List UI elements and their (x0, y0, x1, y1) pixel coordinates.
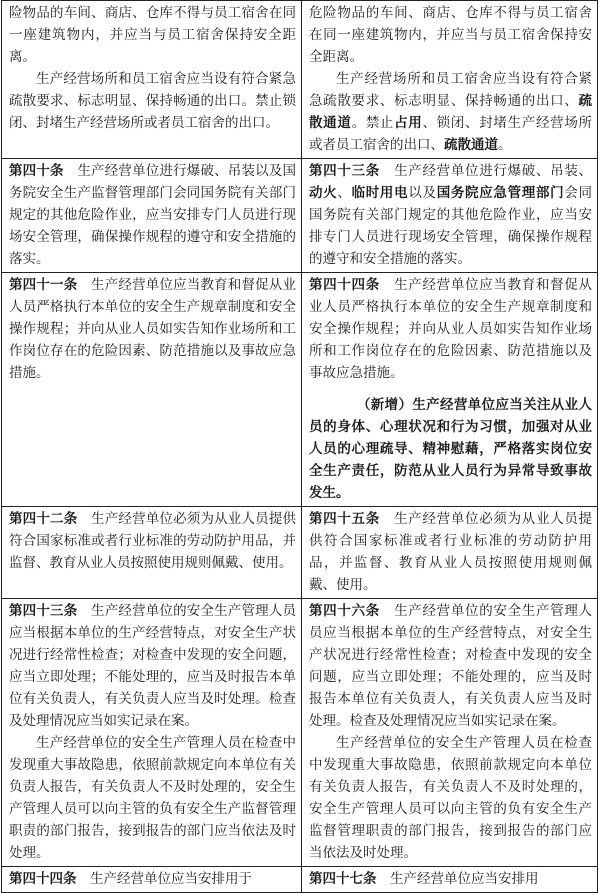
table-row (2, 159, 598, 273)
clause-text: 生产经营单位进行爆破、吊装以及国务院安全生产监督管理部门会同国务院有关部门规定的其他危险作业，应当安排专门人员进行现场安全管理，确保操作规程的遵守和安全措施的落实。 (9, 163, 297, 267)
revised-text-cell (302, 867, 598, 893)
table-row (2, 507, 598, 599)
clause-paragraph (9, 508, 296, 574)
original-text-cell (2, 599, 302, 867)
clause-text: 生产经营单位进行爆破、吊装、动火、临时用电以及国务院应急管理部门会同国务院有关部门规定的其他危险作业，应当安排专门人员进行现场安全管理，确保操作规程的遵守和安全措施的落实。 (309, 163, 593, 267)
added-words: 临时用电 (351, 185, 409, 201)
clause-text: 生产经营单位的安全生产管理人员在检查中发现重大事故隐患，依照前款规定向本单位有关负责人报告，有关负责人不及时处理的，安全生产管理人员可以向主管的负有安全生产监督管理职责的部门报告，接到报告的部门应当依法及时处理。 (9, 735, 296, 861)
table-row (2, 273, 598, 507)
article-number: 第四十三条 (9, 603, 78, 619)
clause-paragraph (9, 274, 296, 384)
article-number: 第四十条 (9, 163, 64, 179)
original-text-cell (2, 159, 302, 273)
revised-text-cell (302, 1, 598, 159)
clause-paragraph (309, 868, 592, 890)
article-number: 第四十六条 (309, 603, 380, 619)
added-words: 疏散通道 (444, 137, 498, 153)
clause-text: 生产经营单位必须为从业人员提供符合国家标准或者行业标准的劳动防护用品，并监督、教育从业人员按照使用规则佩戴、使用。 (9, 511, 296, 571)
revised-text-cell (302, 159, 598, 273)
table-row (2, 867, 598, 893)
original-text-cell (2, 1, 302, 159)
article-number: 第四十二条 (9, 511, 78, 527)
revised-text-cell (302, 507, 598, 599)
article-number: 第四十三条 (309, 163, 380, 179)
clause-paragraph (9, 600, 296, 732)
clause-text: 生产经营场所和员工宿舍应当设有符合紧急疏散要求、标志明显、保持畅通的出口、疏散通道。禁止占用、锁闭、封堵生产经营场所或者员工宿舍的出口、疏散通道。 (309, 71, 593, 153)
revised-text-cell (302, 273, 598, 507)
clause-text: 生产经营单位的安全生产管理人员在检查中发现重大事故隐患，依照前款规定向本单位有关负责人报告，有关负责人不及时处理的，安全生产管理人员可以向主管的负有安全生产监督管理职责的部门报告，接到报告的部门应当依法及时处理。 (309, 735, 592, 861)
table-row (2, 1, 598, 159)
clause-paragraph (9, 2, 296, 68)
clause-text: （新增）生产经营单位应当关注从业人员的身体、心理状况和行为习惯，加强对从业人员的心理疏导、精神慰藉，严格落实岗位安全生产责任，防范从业人员行为异常导致事故发生。 (309, 397, 592, 501)
article-number: 第四十七条 (309, 871, 377, 887)
table-body (2, 1, 598, 893)
clause-text: 生产经营单位的安全生产管理人员应当根据本单位的生产经营特点，对安全生产状况进行经常性检查；对检查中发现的安全问题，应当立即处理；不能处理的，应当及时报告本单位有关负责人，有关负责人应当及时处理。检查及处理情况应当如实记录在案。 (9, 603, 296, 729)
article-number: 第四十五条 (309, 511, 380, 527)
clause-paragraph (309, 274, 592, 384)
article-number: 第四十一条 (9, 277, 78, 293)
clause-paragraph (9, 732, 296, 864)
clause-paragraph (309, 2, 592, 68)
clause-paragraph (309, 508, 592, 596)
original-text-cell (2, 273, 302, 507)
clause-paragraph (9, 160, 296, 270)
original-text-cell (2, 867, 302, 893)
added-words: 动火 (309, 185, 338, 201)
original-text-cell (2, 507, 302, 599)
clause-text: 生产经营场所和员工宿舍应当设有符合紧急疏散要求、标志明显、保持畅通的出口。禁止锁闭、封堵生产经营场所或者员工宿舍的出口。 (9, 71, 296, 131)
clause-paragraph (309, 160, 592, 270)
article-number: 第四十四条 (9, 871, 77, 887)
clause-text: 生产经营单位的安全生产管理人员应当根据本单位的生产经营特点，对安全生产状况进行经常性检查；对检查中发现的安全问题，应当立即处理；不能处理的，应当及时报告本单位有关负责人，有关负责人应当及时处理。检查及处理情况应当如实记录在案。 (309, 603, 593, 729)
clause-text: 危险物品的车间、商店、仓库不得与员工宿舍在同一座建筑物内，并应当与员工宿舍保持安全距离。 (309, 5, 592, 65)
clause-paragraph (309, 732, 592, 864)
clause-paragraph (309, 394, 592, 504)
clause-paragraph (9, 68, 296, 134)
clause-text: 生产经营单位必须为从业人员提供符合国家标准或者行业标准的劳动防护用品，并监督、教育从业人员按照使用规则佩戴、使用。 (309, 511, 593, 593)
clause-paragraph (309, 68, 592, 156)
revised-text-cell (302, 599, 598, 867)
law-comparison-table (1, 0, 598, 893)
clause-paragraph (9, 868, 296, 890)
clause-text: 生产经营单位应当安排用于 (76, 871, 252, 887)
clause-text: 险物品的车间、商店、仓库不得与员工宿舍在同一座建筑物内，并应当与员工宿舍保持安全距离。 (9, 5, 296, 65)
added-words: 疏散通道 (309, 93, 592, 131)
clause-text: 生产经营单位应当教育和督促从业人员严格执行本单位的安全生产规章制度和安全操作规程；并向从业人员如实告知作业场所和工作岗位存在的危险因素、防范措施以及事故应急措施。 (309, 277, 593, 381)
added-words: 占用 (394, 115, 423, 131)
added-words: 国务院应急管理部门 (436, 185, 565, 201)
article-number: 第四十四条 (309, 277, 380, 293)
clause-text: 生产经营单位应当安排用 (376, 871, 539, 887)
table-row (2, 599, 598, 867)
clause-paragraph (309, 600, 592, 732)
clause-text: 生产经营单位应当教育和督促从业人员严格执行本单位的安全生产规章制度和安全操作规程；并向从业人员如实告知作业场所和工作岗位存在的危险因素、防范措施以及事故应急措施。 (9, 277, 296, 381)
